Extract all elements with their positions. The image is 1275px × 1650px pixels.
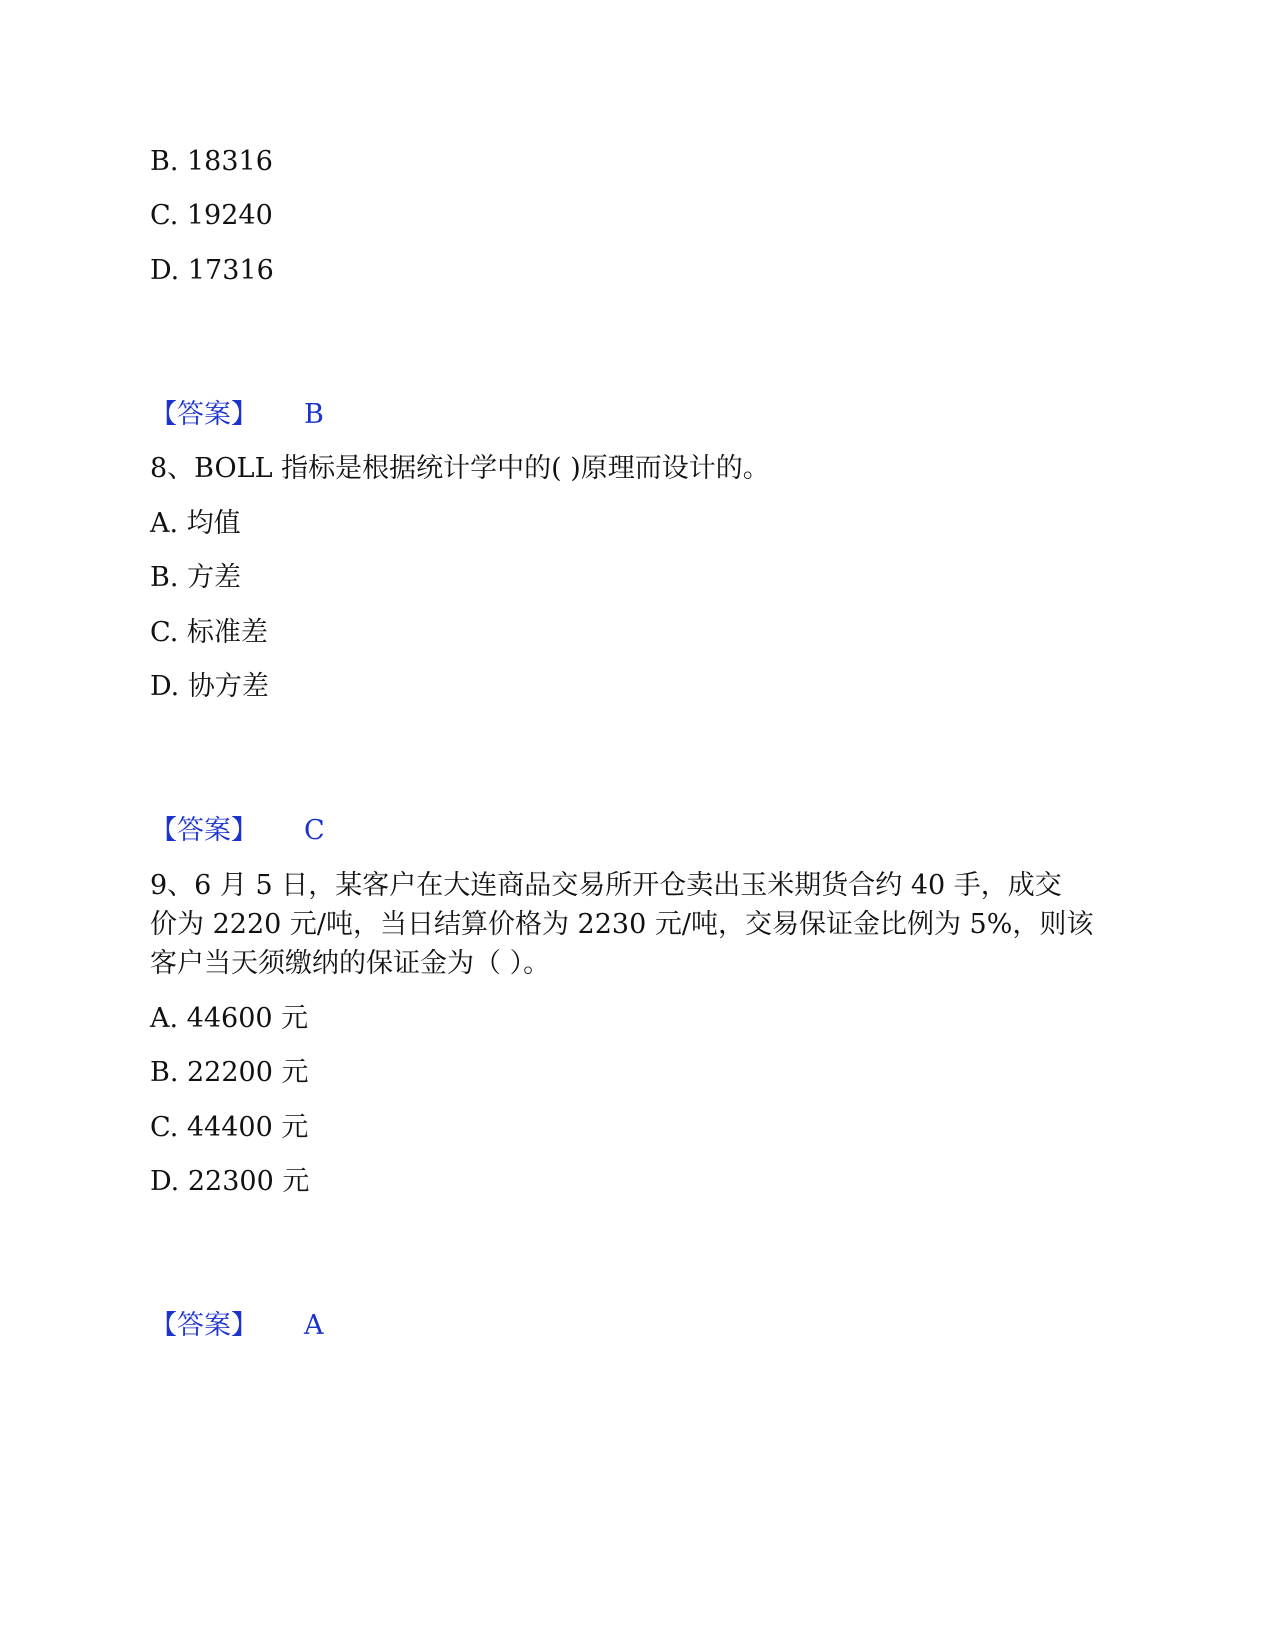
q9-option-d: D. 22300 元 xyxy=(150,1166,310,1197)
prev-option-c: C. 19240 xyxy=(150,200,273,231)
q8-option-d: D. 协方差 xyxy=(150,671,269,702)
prev-option-d: D. 17316 xyxy=(150,255,274,286)
q9-answer xyxy=(150,1306,324,1346)
q9-stem-line-3: 客户当天须缴纳的保证金为（ ）。 xyxy=(150,948,551,979)
q9-stem-line-1: 9、6 月 5 日，某客户在大连商品交易所开仓卖出玉米期货合约 40 手，成交 xyxy=(150,870,1062,901)
prev-option-b: B. 18316 xyxy=(150,146,273,177)
answer-value: B xyxy=(304,399,324,430)
q8-option-c: C. 标准差 xyxy=(150,617,268,648)
q8-answer xyxy=(150,811,325,851)
q9-option-b: B. 22200 元 xyxy=(150,1057,309,1088)
q9-option-c: C. 44400 元 xyxy=(150,1112,309,1143)
answer-label: 【答案】 xyxy=(150,815,258,846)
answer-label: 【答案】 xyxy=(150,1310,258,1341)
q8-stem: 8、BOLL 指标是根据统计学中的( )原理而设计的。 xyxy=(150,453,770,484)
answer-label: 【答案】 xyxy=(150,399,258,430)
answer-value: A xyxy=(304,1310,324,1341)
q9-stem-line-2: 价为 2220 元/吨，当日结算价格为 2230 元/吨，交易保证金比例为 5%，则该 xyxy=(150,909,1094,940)
q8-option-b: B. 方差 xyxy=(150,562,242,593)
prev-answer xyxy=(150,395,324,435)
answer-value: C xyxy=(304,815,325,846)
q9-option-a: A. 44600 元 xyxy=(150,1003,309,1034)
q8-option-a: A. 均值 xyxy=(150,508,241,539)
